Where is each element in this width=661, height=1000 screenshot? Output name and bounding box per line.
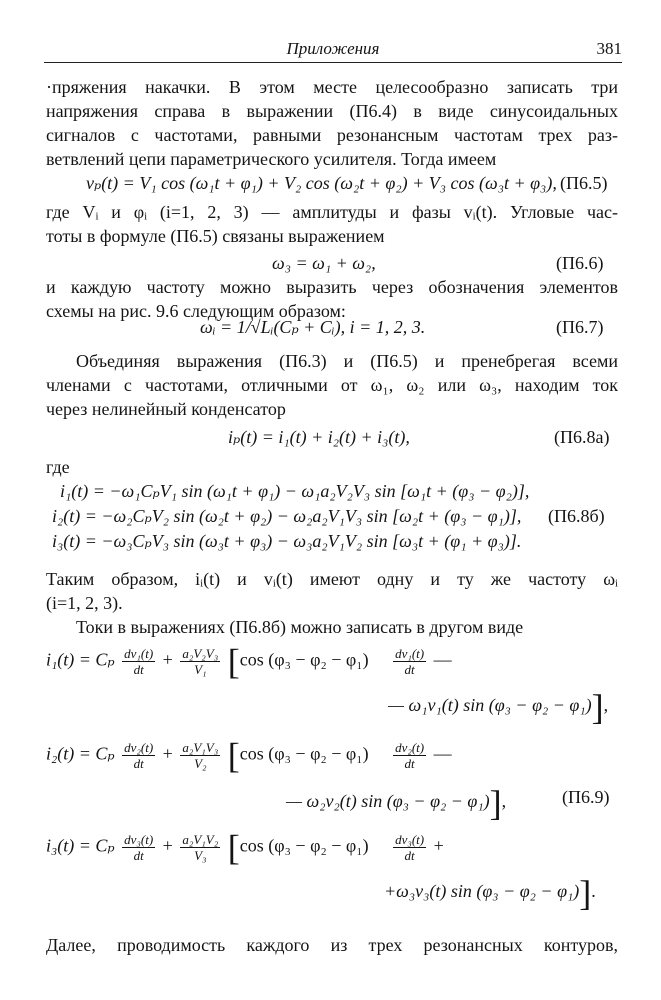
bracket: ] (489, 783, 502, 823)
equation-tail: — ω₁v₁(t) sin (φ₃ − φ₂ − φ₁) (388, 695, 592, 715)
text-line: Токи в выражениях (П6.8б) можно записать в другом виде (76, 617, 524, 637)
fraction (180, 646, 220, 677)
equation-p6-9-i2 (46, 735, 452, 776)
equation-p6-8b-line1: i₁(t) = −ω₁CₚV₁ sin (ω₁t + φ₁) − ω₁a₂V₂V₃ sin [ω₁t + (φ₃ − φ₂)], (60, 481, 530, 501)
equation-p6-9-i3 (46, 827, 444, 868)
text-line: где Vᵢ и φᵢ (i=1, 2, 3) — амплитуды и фазы vᵢ(t). Угловые час- (46, 202, 618, 222)
operator: — (433, 743, 452, 764)
equation-lhs: i₃(t) = Cₚ (46, 835, 115, 856)
running-header (44, 38, 622, 63)
equation-tail: — ω₂v₂(t) sin (φ₃ − φ₂ − φ₁) (286, 791, 490, 811)
numerator: dv₂(t) (395, 740, 425, 755)
numerator: a₂V₁V₃ (182, 740, 219, 755)
equation-p6-7: ωᵢ = 1/√Lᵢ(Cₚ + Cᵢ), i = 1, 2, 3. (200, 317, 426, 337)
fraction (393, 740, 426, 771)
denominator: dt (133, 756, 144, 771)
equation-p6-8a: iₚ(t) = i₁(t) + i₂(t) + i₃(t), (228, 427, 410, 447)
denominator: V₃ (194, 848, 207, 863)
equation-lhs: i₂(t) = Cₚ (46, 743, 115, 764)
equation-number: (П6.7) (556, 317, 604, 337)
text-line: схемы на рис. 9.6 следующим образом: (46, 301, 346, 321)
numerator: dv₁(t) (395, 646, 425, 661)
text-line: Далее, проводимость каждого из трех резонансных контуров, (46, 935, 618, 955)
numerator: dv₁(t) (124, 646, 154, 661)
operator: + (162, 649, 173, 670)
denominator: V₂ (194, 756, 207, 771)
equation-p6-5: vₚ(t) = V₁ cos (ω₁t + φ₁) + V₂ cos (ω₂t + φ₂) + V₃ cos (ω₃t + φ₃), (86, 173, 557, 193)
text-line: через нелинейный конденсатор (46, 399, 286, 419)
denominator: dt (133, 848, 144, 863)
bracket: ] (579, 873, 592, 913)
equation-p6-9-i3-continued (384, 873, 596, 913)
bracket: [ (227, 735, 240, 776)
equation-p6-8b-line2: i₂(t) = −ω₂CₚV₂ sin (ω₂t + φ₂) − ω₂a₂V₁V₃ sin [ω₂t + (φ₃ − φ₁)], (52, 506, 522, 526)
bracket: [ (227, 641, 240, 682)
text-line: сигналов с частотами, равными резонансным частотам трех раз- (46, 125, 618, 145)
numerator: dv₂(t) (124, 740, 154, 755)
text-line: Таким образом, iᵢ(t) и vᵢ(t) имеют одну и ту же частоту ωᵢ (46, 569, 618, 589)
fraction (180, 832, 220, 863)
fraction (393, 646, 426, 677)
cos-term: cos (φ₃ − φ₂ − φ₁) (239, 835, 369, 856)
punctuation: , (501, 791, 507, 811)
punctuation: , (603, 695, 609, 715)
numerator: dv₃(t) (124, 832, 154, 847)
denominator: V₁ (194, 662, 207, 677)
numerator: a₂V₁V₂ (182, 832, 219, 847)
cos-term: cos (φ₃ − φ₂ − φ₁) (239, 649, 369, 670)
equation-p6-9-i2-continued (286, 783, 507, 823)
equation-p6-9-i1-continued (388, 687, 609, 727)
equation-lhs: i₁(t) = Cₚ (46, 649, 115, 670)
text-line: (i=1, 2, 3). (46, 593, 123, 613)
numerator: dv₃(t) (395, 832, 425, 847)
text-line: Объединяя выражения (П6.3) и (П6.5) и пренебрегая всеми (76, 351, 618, 371)
numerator: a₂V₂V₃ (182, 646, 219, 661)
text-line: ветвлений цепи параметрического усилителя. Тогда имеем (46, 149, 497, 169)
fraction (393, 832, 426, 863)
operator: + (433, 835, 444, 856)
operator: — (433, 649, 452, 670)
page-number: 381 (596, 39, 622, 58)
denominator: dt (133, 662, 144, 677)
operator: + (162, 743, 173, 764)
bracket: ] (591, 687, 604, 727)
text-line: напряжения справа в выражении (П6.4) в виде синусоидальных (46, 101, 618, 121)
equation-number: (П6.8а) (554, 427, 610, 447)
text-line: ·пряжения накачки. В этом месте целесообразно записать три (46, 77, 618, 97)
equation-p6-8b-line3: i₃(t) = −ω₃CₚV₃ sin (ω₃t + φ₃) − ω₃a₂V₁V₂ sin [ω₃t + (φ₁ + φ₃)]. (52, 531, 522, 551)
text-line: тоты в формуле (П6.5) связаны выражением (46, 226, 385, 246)
equation-p6-9-i1 (46, 641, 452, 682)
running-title: Приложения (286, 39, 380, 58)
equation-p6-6: ω₃ = ω₁ + ω₂, (272, 253, 376, 273)
bracket: [ (227, 827, 240, 868)
text-line: где (46, 457, 70, 477)
equation-number: (П6.9) (562, 787, 610, 807)
equation-number: (П6.8б) (548, 506, 605, 526)
operator: + (162, 835, 173, 856)
text-line: членами с частотами, отличными от ω₁, ω₂ или ω₃, находим ток (46, 375, 618, 395)
equation-tail: +ω₃v₃(t) sin (φ₃ − φ₂ − φ₁) (384, 881, 580, 901)
cos-term: cos (φ₃ − φ₂ − φ₁) (239, 743, 369, 764)
denominator: dt (404, 662, 415, 677)
denominator: dt (404, 756, 415, 771)
fraction (122, 740, 155, 771)
text-line: и каждую частоту можно выразить через обозначения элементов (46, 277, 618, 297)
denominator: dt (404, 848, 415, 863)
fraction (122, 832, 155, 863)
punctuation: . (591, 881, 596, 901)
equation-number: (П6.6) (556, 253, 604, 273)
fraction (180, 740, 220, 771)
equation-number: (П6.5) (560, 173, 608, 193)
fraction (122, 646, 155, 677)
